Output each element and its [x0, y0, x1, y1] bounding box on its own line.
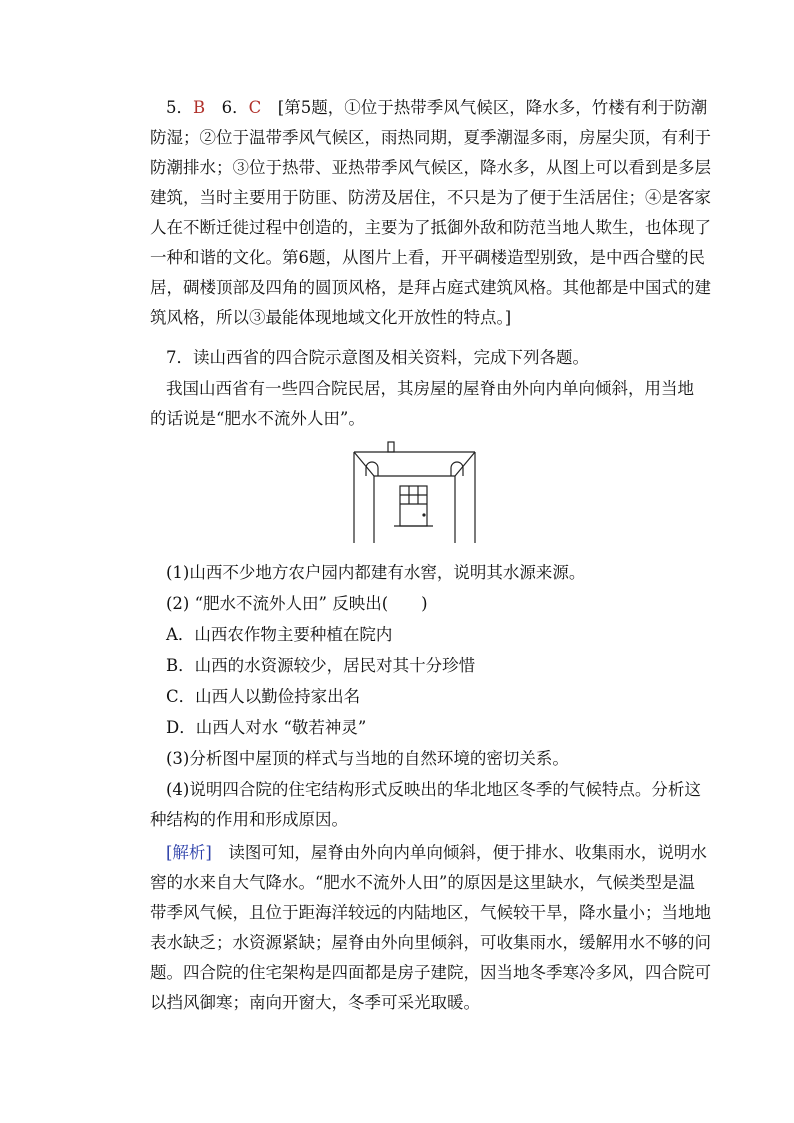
analysis-line-4: 表水缺乏；水资源紧缺；屋脊由外向里倾斜，可收集雨水，缓解用水不够的问: [150, 933, 711, 952]
option-c: [150, 682, 675, 712]
answer-line-2: 防湿；②位于温带季风气候区，雨热同期，夏季潮湿多雨，房屋尖顶，有利于: [150, 128, 711, 147]
analysis-line-5: 题。四合院的住宅架构是四面都是房子建院，因当地冬季寒冷多风，四合院可: [150, 963, 711, 982]
answer-line-5: 人在不断迁徙过程中创造的，主要为了抵御外敌和防范当地人欺生，也体现了: [150, 218, 711, 237]
analysis-line-3: 带季风气候，且位于距海洋较远的内陆地区，气候较干旱，降水量小；当地地: [150, 903, 711, 922]
analysis-line-1: [150, 838, 707, 868]
option-c-text: C．山西人以勤俭持家出名: [166, 687, 361, 706]
sub-question-4: [150, 775, 701, 835]
sub-question-2: [150, 589, 675, 619]
sub-question-3: [150, 744, 675, 774]
siheyuan-diagram: [352, 438, 477, 543]
question-7-heading: 7．读山西省的四合院示意图及相关资料，完成下列各题。: [166, 348, 589, 367]
q6-answer: C: [248, 98, 262, 117]
analysis-line-2: 窖的水来自大气降水。“肥水不流外人田”的原因是这里缺水，气候类型是温: [150, 873, 695, 892]
option-a: [150, 620, 675, 650]
explanation-text: [第5题，①位于热带季风气候区，降水多，竹楼有利于防潮: [277, 98, 708, 117]
option-b: [150, 651, 675, 681]
option-a-text: A．山西农作物主要种植在院内: [166, 625, 393, 644]
option-b-text: B．山西的水资源较少，居民对其十分珍惜: [166, 656, 476, 675]
sub-question-2-text: (2) “肥水不流外人田” 反映出( ): [166, 594, 428, 613]
roof-slope-right: [455, 452, 475, 476]
question-7-title: [150, 343, 675, 373]
sub-question-1: [150, 558, 675, 588]
analysis-block: [150, 838, 711, 1018]
q5-answer: B: [193, 98, 206, 117]
door: [400, 486, 427, 526]
sub-question-4-line-2: 种结构的作用和形成原因。: [150, 810, 348, 829]
answer-line-8: 筑风格，所以③最能体现地域文化开放性的特点。]: [150, 308, 512, 327]
answer-line-3: 防潮排水；③位于热带、亚热带季风气候区，降水多，从图上可以看到是多层: [150, 158, 711, 177]
intro-line-2: 的话说是“肥水不流外人田”。: [150, 409, 365, 428]
analysis-text-1: 读图可知，屋脊由外向内单向倾斜，便于排水、收集雨水，说明水: [211, 843, 707, 862]
answer-line-4: 建筑，当时主要用于防匪、防涝及居住，不只是为了便于生活居住；④是客家: [150, 188, 711, 207]
analysis-tag: [解析]: [166, 843, 212, 862]
answer-line-6: 一种和谐的文化。第6题，从图片上看，开平碉楼造型别致，是中西合璧的民: [150, 248, 705, 267]
answer-line-7: 居，碉楼顶部及四角的圆顶风格，是拜占庭式建筑风格。其他都是中国式的建: [150, 278, 711, 297]
answer-line-1: [150, 93, 708, 123]
q6-number: 6．: [221, 98, 249, 117]
sub-question-3-text: (3)分析图中屋顶的样式与当地的自然环境的密切关系。: [166, 749, 569, 768]
q5-number: 5．: [166, 98, 193, 117]
sub-question-4-line-1: (4)说明四合院的住宅结构形式反映出的华北地区冬季的气候特点。分析这: [166, 780, 701, 799]
sub-question-1-text: (1)山西不少地方农户园内都建有水窖，说明其水源来源。: [166, 563, 586, 582]
option-d-text: D．山西人对水 “敬若神灵”: [166, 718, 367, 737]
intro-line-1: 我国山西省有一些四合院民居，其房屋的屋脊由外向内单向倾斜，用当地: [166, 379, 694, 398]
answer-explanation-5-6: [150, 93, 711, 333]
chimney: [388, 442, 394, 452]
option-d: [150, 713, 675, 743]
question-7-intro: [150, 374, 694, 434]
analysis-line-6: 以挡风御寒；南向开窗大，冬季可采光取暖。: [150, 993, 480, 1012]
roof-slope-left: [354, 452, 374, 476]
door-knob: [422, 513, 425, 516]
